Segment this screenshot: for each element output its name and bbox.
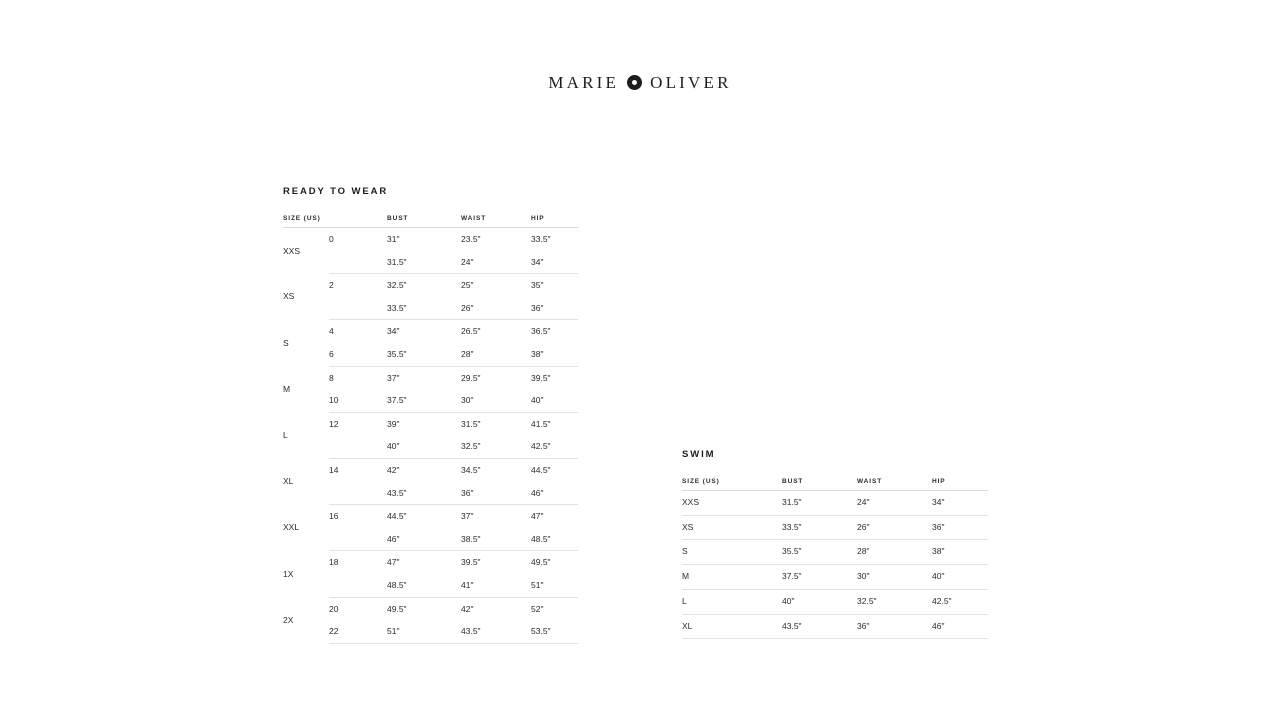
cell-waist: 31.5": [461, 418, 481, 429]
cell-size: XXL: [283, 522, 300, 533]
cell-numeric: 4: [329, 326, 334, 337]
table-row: [682, 491, 988, 516]
table-row: [283, 597, 578, 620]
column-header-numeric: [329, 215, 387, 228]
cell-bust: 44.5": [387, 511, 407, 522]
cell-waist: 24": [461, 251, 531, 274]
column-header-bust: BUST: [782, 478, 857, 491]
cell-waist: 29.5": [461, 372, 481, 383]
cell-bust: 32.5": [387, 280, 407, 291]
cell-bust: 35.5": [387, 343, 461, 366]
cell-size: M: [682, 565, 782, 590]
cell-numeric: [329, 482, 387, 505]
cell-waist: 37": [461, 511, 474, 522]
table-row: [682, 515, 988, 540]
cell-waist: 32.5": [857, 589, 932, 614]
cell-waist: 38.5": [461, 528, 531, 551]
cell-waist: 36": [461, 482, 531, 505]
cell-bust: 42": [387, 464, 400, 475]
cell-hip: 46": [531, 482, 578, 505]
cell-numeric: 6: [329, 343, 387, 366]
table-row: [682, 540, 988, 565]
cell-numeric: [329, 574, 387, 597]
cell-waist: 23.5": [461, 234, 481, 244]
cell-hip: 48.5": [531, 528, 578, 551]
cell-waist: 43.5": [461, 620, 531, 643]
ready-to-wear-size-table: [283, 215, 578, 644]
cell-size: S: [682, 540, 782, 565]
cell-hip: 41.5": [531, 418, 551, 429]
cell-waist: 28": [461, 343, 531, 366]
cell-size: XL: [283, 476, 294, 487]
cell-size: XXS: [682, 491, 782, 516]
cell-waist: 39.5": [461, 557, 481, 568]
table-header-row: [283, 215, 578, 228]
cell-size: S: [283, 337, 289, 348]
cell-bust: 37.5": [782, 565, 857, 590]
cell-bust: 49.5": [387, 603, 407, 614]
cell-numeric: [329, 251, 387, 274]
swim-section: [682, 449, 988, 639]
cell-size: XS: [682, 515, 782, 540]
cell-numeric: 16: [329, 511, 339, 522]
cell-waist: 32.5": [461, 435, 531, 458]
cell-numeric: [329, 435, 387, 458]
cell-size: M: [283, 383, 291, 394]
column-header-waist: WAIST: [461, 215, 531, 228]
cell-numeric: 10: [329, 389, 387, 412]
table-row: [283, 551, 578, 574]
cell-bust: 34": [387, 326, 400, 337]
cell-hip: 34": [531, 251, 578, 274]
cell-size: 2X: [283, 614, 294, 625]
table-row: [283, 366, 578, 389]
cell-numeric: 0: [329, 234, 334, 244]
cell-size: L: [682, 589, 782, 614]
cell-waist: 34.5": [461, 464, 481, 475]
cell-waist: 26": [857, 515, 932, 540]
cell-hip: 52": [531, 603, 544, 614]
cell-bust: 37.5": [387, 389, 461, 412]
column-header-size: SIZE (US): [283, 215, 329, 228]
cell-hip: 40": [531, 389, 578, 412]
table-row: [283, 320, 578, 343]
cell-waist: 36": [857, 614, 932, 639]
cell-hip: 44.5": [531, 464, 551, 475]
cell-bust: 46": [387, 528, 461, 551]
cell-hip: 51": [531, 574, 578, 597]
cell-hip: 39.5": [531, 372, 551, 383]
cell-waist: 30": [461, 389, 531, 412]
swim-title: SWIM: [682, 449, 716, 460]
cell-hip: 49.5": [531, 557, 551, 568]
cell-numeric: [329, 528, 387, 551]
cell-hip: 53.5": [531, 620, 578, 643]
cell-numeric: 8: [329, 372, 334, 383]
column-header-bust: BUST: [387, 215, 461, 228]
column-header-hip: HIP: [932, 478, 988, 491]
brand-word-right: OLIVER: [650, 73, 732, 92]
cell-bust: 35.5": [782, 540, 857, 565]
cell-hip: 35": [531, 280, 544, 291]
cell-waist: 26": [461, 297, 531, 320]
cell-waist: 24": [857, 491, 932, 516]
cell-hip: 36": [932, 515, 988, 540]
cell-waist: 26.5": [461, 326, 481, 337]
cell-waist: 28": [857, 540, 932, 565]
cell-bust: 40": [782, 589, 857, 614]
cell-numeric: 12: [329, 418, 339, 429]
cell-numeric: 20: [329, 603, 339, 614]
cell-size: L: [283, 430, 288, 441]
ready-to-wear-section: [283, 186, 578, 644]
cell-size: XL: [682, 614, 782, 639]
table-row: [682, 589, 988, 614]
cell-bust: 40": [387, 435, 461, 458]
cell-hip: 40": [932, 565, 988, 590]
cell-waist: 25": [461, 280, 474, 291]
brand-word-left: MARIE: [548, 73, 620, 92]
cell-size: XXS: [283, 245, 301, 256]
table-row: [283, 412, 578, 435]
swim-size-table: [682, 478, 988, 639]
cell-bust: 51": [387, 620, 461, 643]
table-row: [283, 505, 578, 528]
table-row: [682, 614, 988, 639]
column-header-waist: WAIST: [857, 478, 932, 491]
cell-bust: 31": [387, 234, 400, 244]
circle-dot-logo-icon: [627, 75, 642, 90]
cell-hip: 38": [531, 343, 578, 366]
cell-bust: 47": [387, 557, 400, 568]
cell-hip: 42.5": [932, 589, 988, 614]
column-header-size: SIZE (US): [682, 478, 782, 491]
cell-numeric: 14: [329, 464, 339, 475]
cell-bust: 37": [387, 372, 400, 383]
cell-numeric: 2: [329, 280, 334, 291]
cell-hip: 46": [932, 614, 988, 639]
cell-bust: 33.5": [387, 297, 461, 320]
cell-bust: 43.5": [782, 614, 857, 639]
table-row: [283, 228, 578, 251]
cell-hip: 42.5": [531, 435, 578, 458]
ready-to-wear-title: READY TO WEAR: [283, 186, 389, 197]
cell-numeric: [329, 297, 387, 320]
cell-numeric: 22: [329, 620, 387, 643]
site-logo[interactable]: [0, 74, 1280, 91]
table-header-row: [682, 478, 988, 491]
cell-bust: 31.5": [387, 251, 461, 274]
cell-hip: 34": [932, 491, 988, 516]
cell-bust: 48.5": [387, 574, 461, 597]
cell-waist: 30": [857, 565, 932, 590]
table-row: [682, 565, 988, 590]
cell-bust: 43.5": [387, 482, 461, 505]
cell-hip: 33.5": [531, 234, 551, 244]
cell-waist: 42": [461, 603, 474, 614]
cell-size: 1X: [283, 568, 294, 579]
cell-hip: 38": [932, 540, 988, 565]
cell-numeric: 18: [329, 557, 339, 568]
cell-hip: 36": [531, 297, 578, 320]
cell-bust: 31.5": [782, 491, 857, 516]
cell-bust: 33.5": [782, 515, 857, 540]
table-row: [283, 274, 578, 297]
cell-hip: 47": [531, 511, 544, 522]
cell-bust: 39": [387, 418, 400, 429]
cell-hip: 36.5": [531, 326, 551, 337]
cell-waist: 41": [461, 574, 531, 597]
column-header-hip: HIP: [531, 215, 578, 228]
table-row: [283, 458, 578, 481]
cell-size: XS: [283, 291, 295, 302]
